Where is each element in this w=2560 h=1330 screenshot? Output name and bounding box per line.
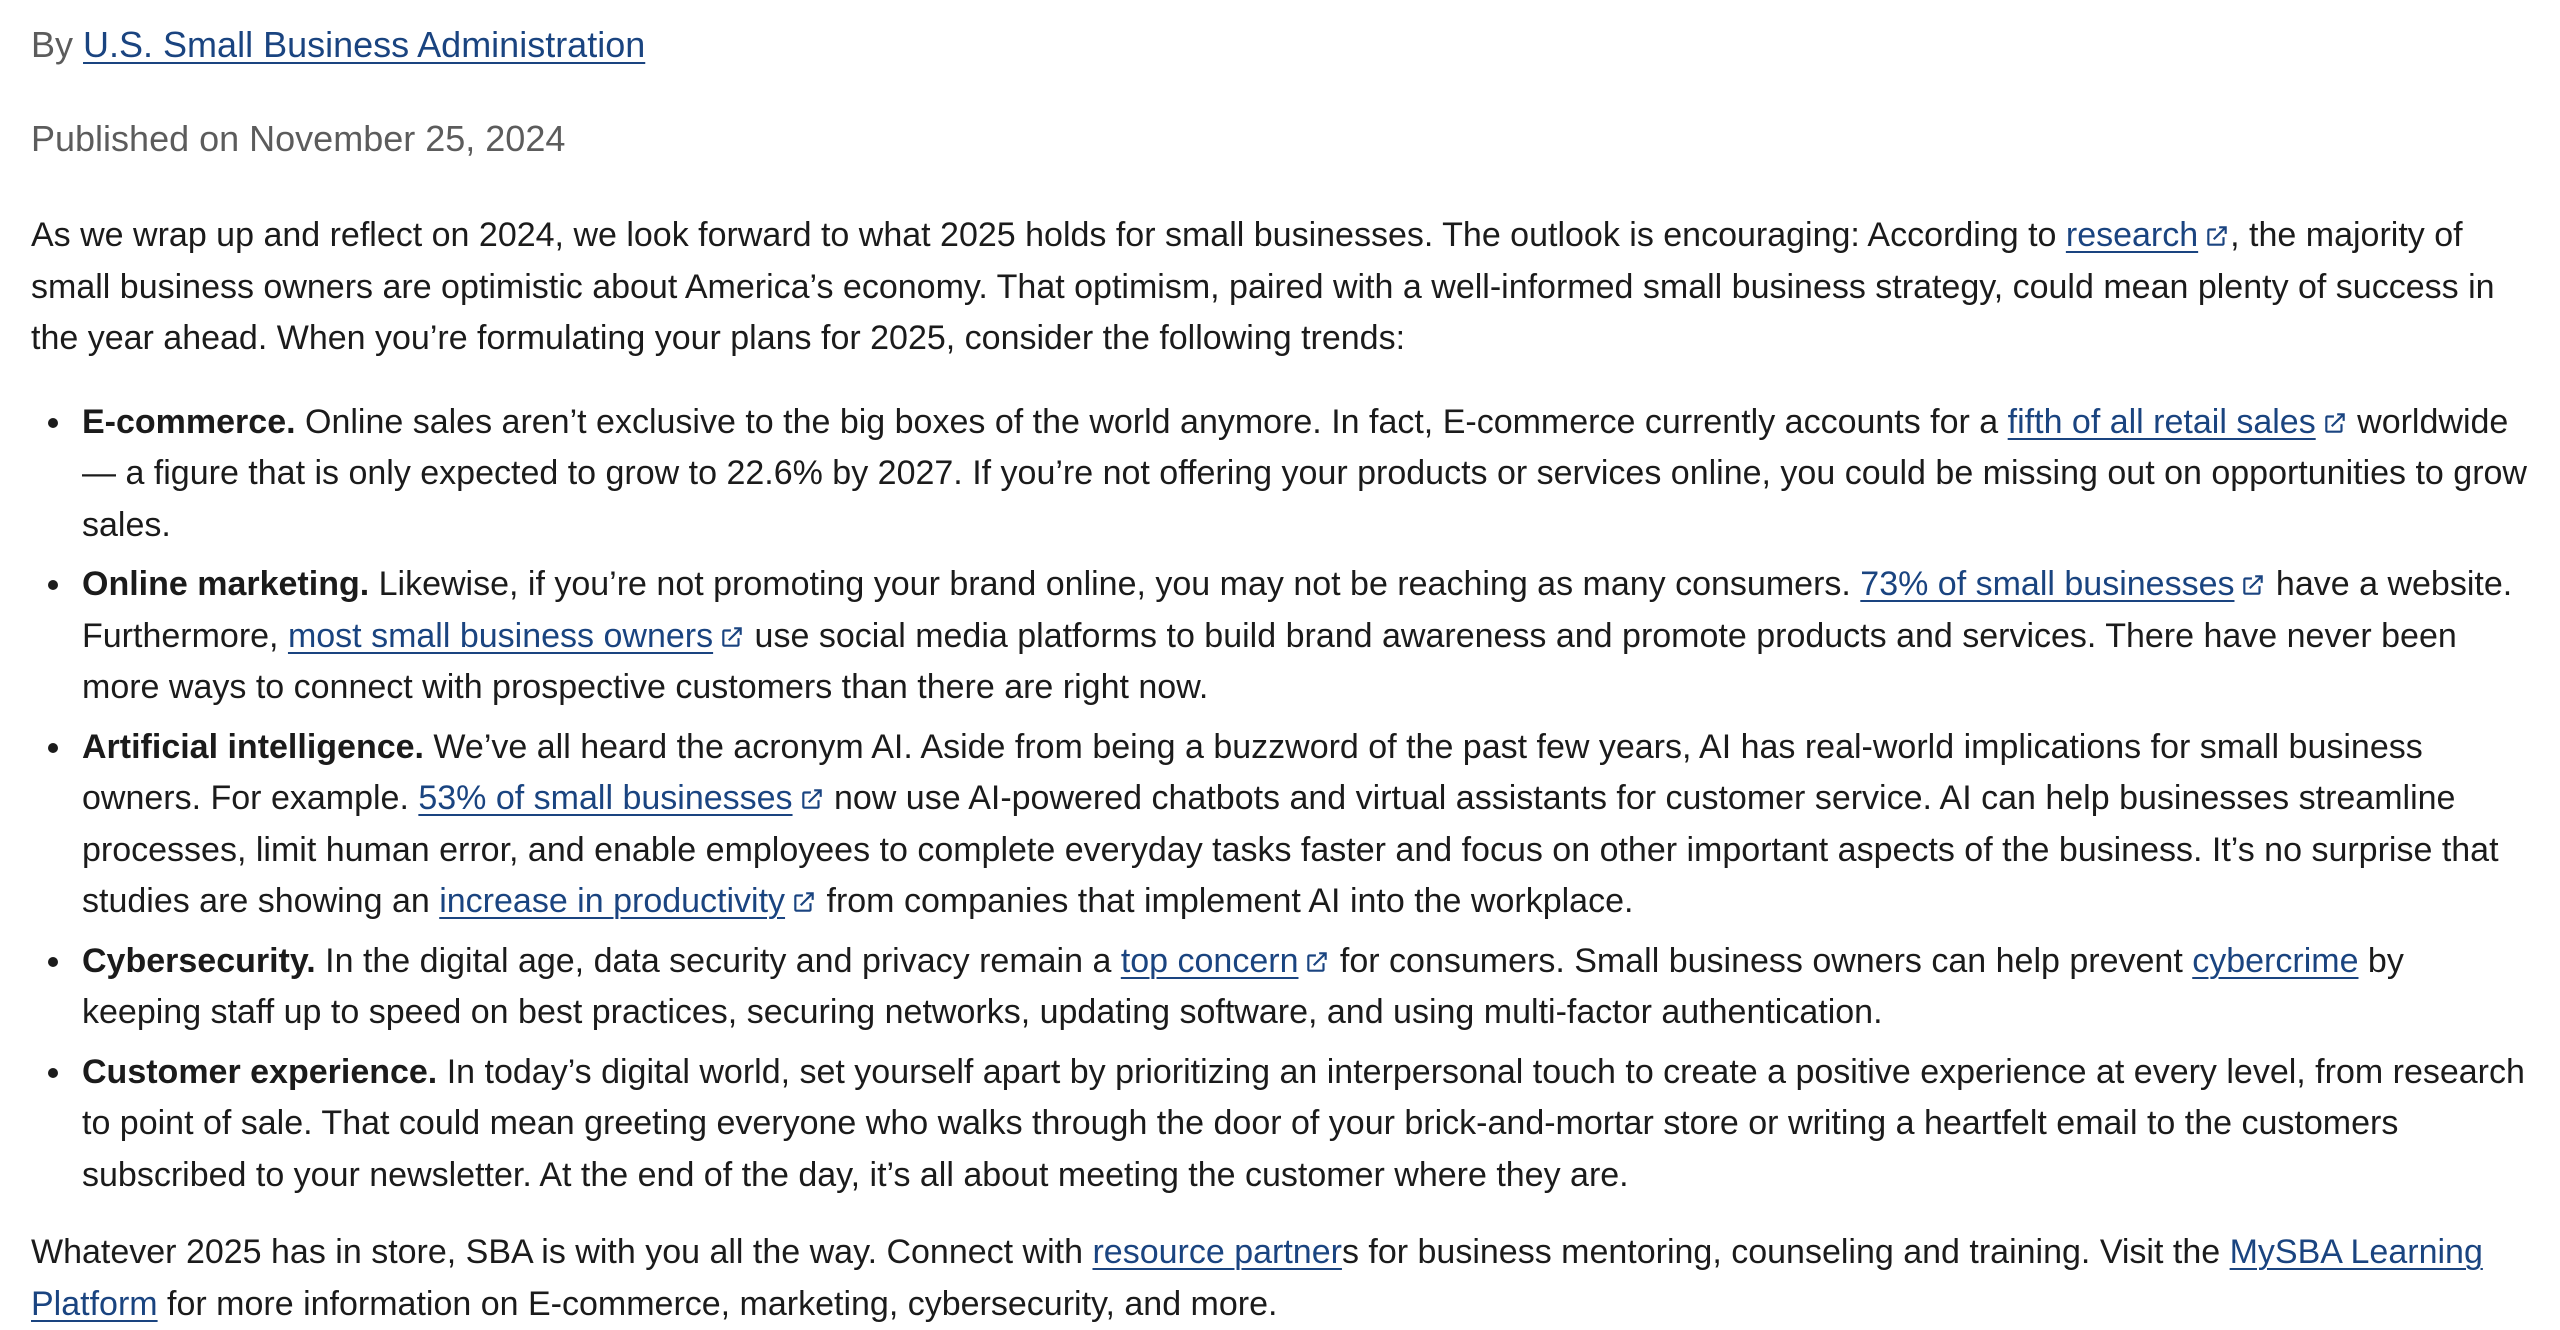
byline bbox=[31, 18, 2529, 72]
trend-text: for consumers. Small business owners can help prevent bbox=[1330, 941, 2193, 980]
trends-list bbox=[31, 397, 2529, 1202]
list-item-artificial-intelligence bbox=[31, 722, 2529, 928]
small-businesses-website-link[interactable]: 73% of small businesses bbox=[1860, 565, 2235, 603]
list-item-customer-experience bbox=[31, 1047, 2529, 1202]
cybercrime-link[interactable]: cybercrime bbox=[2192, 941, 2359, 980]
bullet bbox=[48, 743, 58, 753]
author-link[interactable]: U.S. Small Business Administration bbox=[83, 24, 646, 65]
trend-text: from companies that implement AI into the workplace. bbox=[817, 882, 1634, 920]
list-item-cybersecurity bbox=[31, 936, 2529, 1039]
mysba-learning-platform-link[interactable]: MySBA Learning Platform bbox=[31, 1233, 2483, 1323]
trend-text: Likewise, if you’re not promoting your brand online, you may not be reaching as many consumers. bbox=[369, 565, 1861, 603]
resource-partner-link[interactable]: resource partner bbox=[1092, 1233, 1342, 1271]
trend-text: use social media platforms to build brand awareness and promote products and services. There have never been more ways to connect with prospective customers than there are right now. bbox=[82, 616, 2457, 706]
intro-text: As we wrap up and reflect on 2024, we look forward to what 2025 holds for small businesses. The outlook is encouraging: According to bbox=[31, 216, 2066, 254]
bullet bbox=[48, 580, 58, 590]
trend-heading: Artificial intelligence. bbox=[82, 727, 424, 766]
external-link-icon bbox=[2240, 572, 2266, 598]
ai-adoption-link[interactable]: 53% of small businesses bbox=[418, 779, 793, 817]
byline-prefix: By bbox=[31, 24, 74, 65]
list-item-ecommerce bbox=[31, 397, 2529, 552]
external-link-icon bbox=[2204, 223, 2230, 249]
trend-heading: Customer experience. bbox=[82, 1052, 438, 1091]
trend-text: In the digital age, data security and privacy remain a bbox=[315, 941, 1121, 980]
trend-text: worldwide — a figure that is only expected to grow to 22.6% by 2027. If you’re not offering your products or services online, you could be missing out on opportunities to grow sales. bbox=[82, 402, 2527, 544]
external-link-icon bbox=[1304, 949, 1330, 975]
intro-paragraph bbox=[31, 210, 2529, 365]
trend-heading: Cybersecurity. bbox=[82, 941, 316, 980]
closing-text: Whatever 2025 has in store, SBA is with you all the way. Connect with bbox=[31, 1233, 1093, 1271]
research-link[interactable]: research bbox=[2065, 216, 2199, 254]
social-media-owners-link[interactable]: most small business owners bbox=[287, 616, 714, 655]
bullet bbox=[48, 1068, 58, 1078]
bullet bbox=[48, 957, 58, 967]
published-date: Published on November 25, 2024 bbox=[31, 118, 566, 159]
trend-text: have a website. Furthermore, bbox=[82, 565, 2513, 655]
closing-paragraph bbox=[31, 1227, 2529, 1330]
productivity-link[interactable]: increase in productivity bbox=[439, 882, 786, 920]
external-link-icon bbox=[799, 786, 825, 812]
top-concern-link[interactable]: top concern bbox=[1120, 941, 1299, 980]
external-link-icon bbox=[2322, 410, 2348, 436]
closing-text: for more information on E-commerce, marketing, cybersecurity, and more. bbox=[157, 1284, 1278, 1323]
trend-text: now use AI-powered chatbots and virtual assistants for customer service. AI can help businesses streamline processes, limit human error, and enable employees to complete everyday tasks faster and focus on other important aspects of the business. It’s no surprise that studies are showing an bbox=[82, 779, 2499, 920]
external-link-icon bbox=[791, 889, 817, 915]
trend-text: In today’s digital world, set yourself apart by prioritizing an interpersonal touch to create a positive experience at every level, from research to point of sale. That could mean greeting everyone who walks through the door of your brick-and-mortar store or writing a heartfelt email to the customers subscribed to your newsletter. At the end of the day, it’s all about meeting the customer where they are. bbox=[82, 1052, 2525, 1194]
retail-sales-link[interactable]: fifth of all retail sales bbox=[2007, 402, 2316, 441]
closing-text: s for business mentoring, counseling and training. Visit the bbox=[1341, 1233, 2230, 1271]
trend-text: We’ve all heard the acronym AI. Aside from being a buzzword of the past few years, AI has real-world implications for small business owners. For example. bbox=[82, 727, 2423, 817]
trend-text: by keeping staff up to speed on best practices, securing networks, updating software, and using multi-factor authentication. bbox=[82, 941, 2404, 1031]
trend-heading: Online marketing. bbox=[82, 565, 370, 603]
trend-heading: E-commerce. bbox=[82, 402, 296, 441]
intro-text: , the majority of small business owners are optimistic about America’s economy. That optimism, paired with a well-informed small business strategy, could mean plenty of success in the year ahead. When you’re formulating your plans for 2025, consider the following trends: bbox=[31, 216, 2495, 357]
external-link-icon bbox=[719, 624, 745, 650]
trend-text: Online sales aren’t exclusive to the big boxes of the world anymore. In fact, E-commerce currently accounts for a bbox=[295, 402, 2008, 441]
list-item-online-marketing bbox=[31, 559, 2529, 714]
bullet bbox=[48, 418, 58, 428]
